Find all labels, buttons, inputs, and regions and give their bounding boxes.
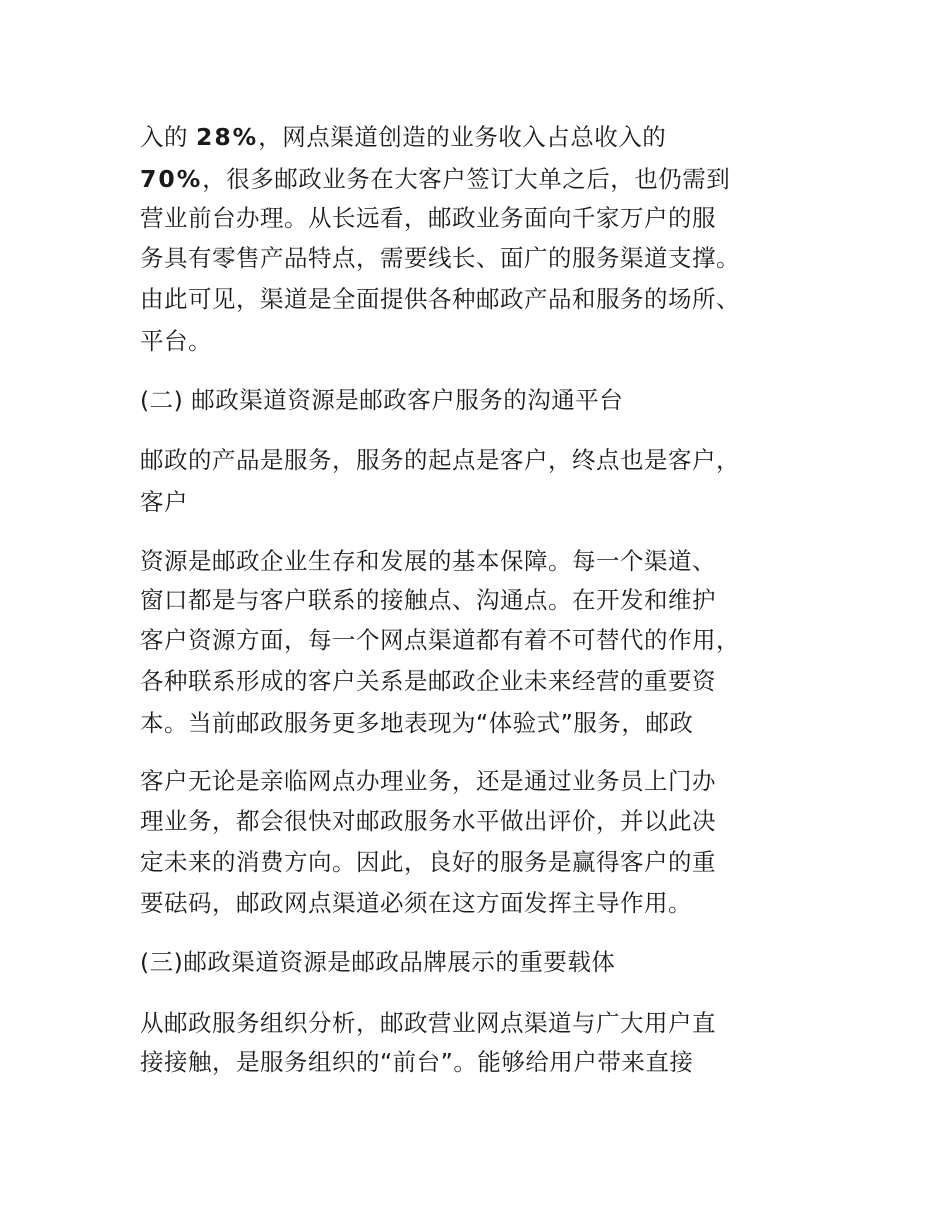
paragraph-4-line-4: 要砝码，邮政网点渠道必须在这方面发挥主导作用。 — [140, 889, 692, 917]
section-heading-2: (二) 邮政渠道资源是邮政客户服务的沟通平台 — [140, 386, 624, 414]
paragraph-2-line-1: 邮政的产品是服务，服务的起点是客户，终点也是客户， — [140, 446, 740, 474]
paragraph-4-line-1: 客户无论是亲临网点办理业务，还是通过业务员上门办 — [140, 767, 716, 795]
percentage-value: 70% — [140, 165, 203, 193]
paragraph-2-line-2: 客户 — [140, 488, 188, 516]
paragraph-5-line-1: 从邮政服务组织分析，邮政营业网点渠道与广大用户直 — [140, 1009, 716, 1037]
paragraph-3-line-1: 资源是邮政企业生存和发展的基本保障。每一个渠道、 — [140, 547, 716, 575]
paragraph-3-line-4: 各种联系形成的客户关系是邮政企业未来经营的重要资 — [140, 667, 716, 695]
paragraph-3-line-3: 客户资源方面，每一个网点渠道都有着不可替代的作用， — [140, 626, 740, 654]
paragraph-1-line-1 — [140, 122, 666, 152]
paragraph-1-line-2 — [140, 164, 730, 194]
paragraph-4-line-3: 定未来的消费方向。因此，良好的服务是赢得客户的重 — [140, 848, 716, 876]
paragraph-3-line-2: 窗口都是与客户联系的接触点、沟通点。在开发和维护 — [140, 586, 716, 614]
text-segment: ，很多邮政业务在大客户签订大单之后，也仍需到 — [202, 165, 731, 193]
paragraph-3-line-5: 本。当前邮政服务更多地表现为“体验式”服务，邮政 — [140, 709, 694, 737]
paragraph-5-line-2: 接接触，是服务组织的“前台”。能够给用户带来直接 — [140, 1048, 694, 1076]
text-segment: 入的 — [140, 123, 196, 151]
paragraph-1-line-4: 务具有零售产品特点，需要线长、面广的服务渠道支撑。 — [140, 244, 740, 272]
text-segment: ，网点渠道创造的业务收入占总收入的 — [258, 123, 667, 151]
section-heading-3: (三)邮政渠道资源是邮政品牌展示的重要载体 — [140, 948, 616, 976]
paragraph-1-line-6: 平台。 — [140, 327, 212, 355]
paragraph-1-line-5: 由此可见，渠道是全面提供各种邮政产品和服务的场所、 — [140, 285, 740, 313]
paragraph-4-line-2: 理业务，都会很快对邮政服务水平做出评价，并以此决 — [140, 807, 716, 835]
paragraph-1-line-3: 营业前台办理。从长远看，邮政业务面向千家万户的服 — [140, 204, 716, 232]
percentage-value: 28% — [195, 123, 259, 151]
